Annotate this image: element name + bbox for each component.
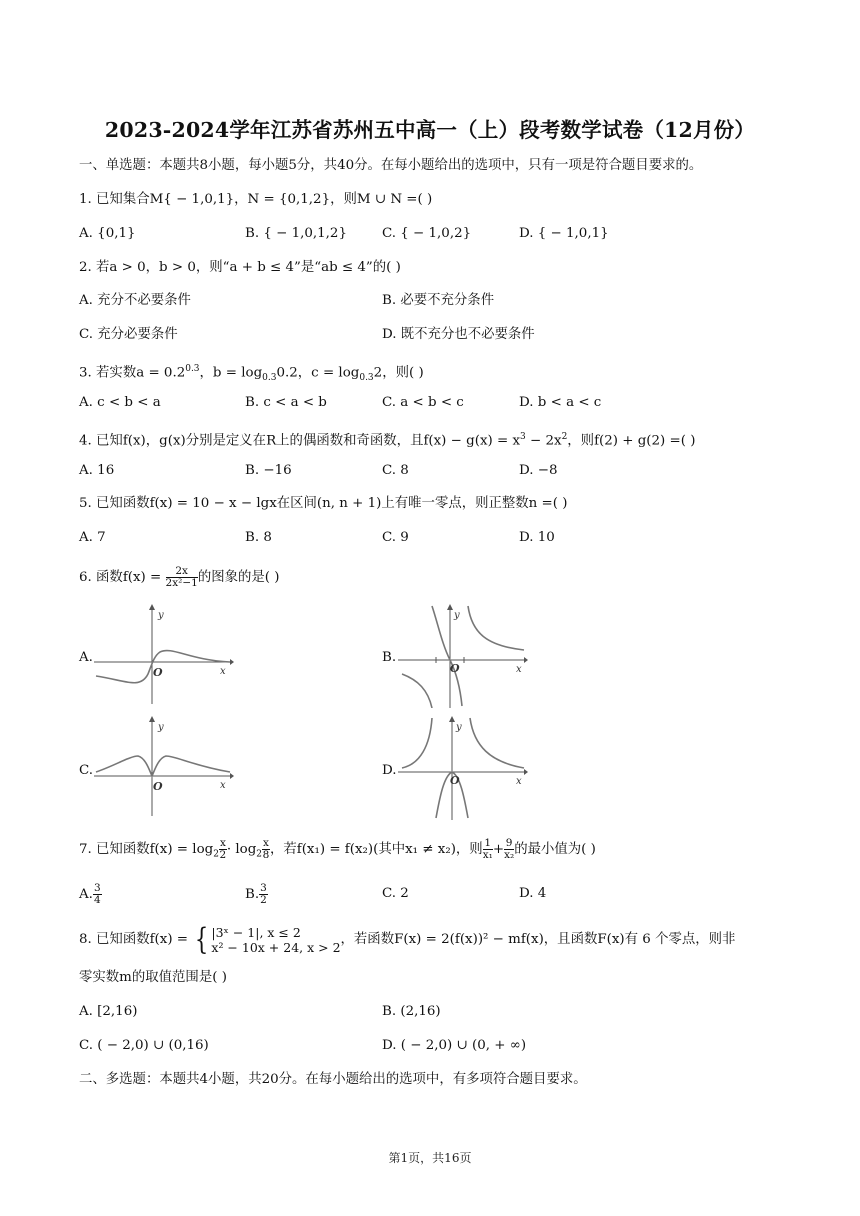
- svg-text:y: y: [454, 610, 460, 621]
- question-4-stem: 4. 已知f(x)，g(x)分别是定义在R上的偶函数和奇函数，且$f(x) - g(x) = x^3 - 2x^2$，则f(2) + g(2) =( ): [79, 432, 696, 449]
- q2-option-d[interactable]: D. 既不充分也不必要条件: [382, 327, 535, 342]
- q7-option-a[interactable]: A. $\frac{3}{4}$: [79, 882, 101, 906]
- q2-option-b[interactable]: B. 必要不充分条件: [382, 293, 495, 308]
- question-5-stem: 5. 已知函数f(x) = 10 − x − lgx在区间(n, n + 1)上有唯一零点，则正整数n =( ): [79, 496, 568, 511]
- svg-text:O: O: [153, 780, 163, 793]
- q6-option-c-label[interactable]: C.: [79, 763, 94, 778]
- q1-option-b[interactable]: B. { − 1,0,1,2}: [245, 226, 347, 241]
- q5-option-a[interactable]: A. 7: [79, 530, 106, 545]
- section-1-heading: 一、单选题：本题共8小题，每小题5分，共40分。在每小题给出的选项中，只有一项是符合题目要求的。: [79, 158, 703, 173]
- q1-option-d[interactable]: D. { − 1,0,1}: [519, 226, 609, 241]
- q4-option-c[interactable]: C. 8: [382, 463, 409, 478]
- q2-option-a[interactable]: A. 充分不必要条件: [79, 293, 191, 308]
- q6-fraction: $\frac{2x}{\text{2x²−1}}$: [165, 565, 198, 589]
- q3-option-a[interactable]: A. c < b < a: [79, 395, 161, 410]
- q2-option-c[interactable]: C. 充分必要条件: [79, 327, 178, 342]
- svg-text:x: x: [516, 664, 522, 675]
- q5-option-d[interactable]: D. 10: [519, 530, 555, 545]
- q6-option-a-label[interactable]: A.: [79, 650, 93, 665]
- page-title: 2023-2024学年江苏省苏州五中高一（上）段考数学试卷（12月份）: [104, 118, 756, 142]
- question-3-stem: 3. 若实数$a = 0.2^{0.3}$，$b = \log_{0.3}0.2$，$c = \log_{0.3}2$，则( ): [79, 364, 424, 384]
- q8-option-d[interactable]: D. ( − 2,0) ∪ (0, + ∞): [382, 1038, 527, 1053]
- svg-text:O: O: [450, 662, 460, 675]
- q8-option-a[interactable]: A. [2,16): [79, 1004, 138, 1019]
- section-2-heading: 二、多选题：本题共4小题，共20分。在每小题给出的选项中，有多项符合题目要求。: [79, 1072, 587, 1087]
- q5-option-b[interactable]: B. 8: [245, 530, 272, 545]
- svg-text:y: y: [158, 722, 164, 733]
- question-2-stem: 2. 若a > 0，b > 0，则“a + b ≤ 4”是“ab ≤ 4”的( ): [79, 260, 401, 275]
- q6-option-d-label[interactable]: D.: [382, 763, 397, 778]
- q1-option-a[interactable]: A. {0,1}: [79, 226, 136, 241]
- page-footer: 第1页，共16页: [388, 1151, 472, 1165]
- q6-graph-b[interactable]: [398, 604, 528, 708]
- q1-option-c[interactable]: C. { − 1,0,2}: [382, 226, 472, 241]
- svg-text:x: x: [220, 780, 226, 791]
- q6-option-b-label[interactable]: B.: [382, 650, 397, 665]
- q8-option-c[interactable]: C. ( − 2,0) ∪ (0,16): [79, 1038, 209, 1053]
- q4-option-a[interactable]: A. 16: [79, 463, 115, 478]
- q7-option-b[interactable]: B. $\frac{3}{2}$: [245, 882, 267, 906]
- question-1-stem: 1. 已知集合M{ − 1,0,1}，N = {0,1,2}，则M ∪ N =( ): [79, 192, 433, 207]
- q3-option-d[interactable]: D. b < a < c: [519, 395, 602, 410]
- origin-label: O: [153, 666, 163, 679]
- question-6-stem: 6. 函数f(x) = $\frac{2x}{\text{2x²−1}}$ 的图象的是( ): [79, 565, 280, 589]
- y-axis-label: y: [158, 610, 164, 621]
- q6-graph-c[interactable]: [94, 716, 234, 816]
- q7-option-c[interactable]: C. 2: [382, 886, 409, 901]
- q4-option-d[interactable]: D. −8: [519, 463, 558, 478]
- svg-text:x: x: [516, 776, 522, 787]
- question-8-stem-cont: 零实数m的取值范围是( ): [79, 970, 227, 985]
- q5-option-c[interactable]: C. 9: [382, 530, 409, 545]
- q3-option-c[interactable]: C. a < b < c: [382, 395, 464, 410]
- question-7-stem: 7. 已知函数$f(x) = \log_2$ $\frac{x}{2}$ · $\log_2$ $\frac{x}{8}$ ，若f(x₁) = f(x₂)(其中x₁ ≠ x₂)，则 $\frac{1}{\text{x₁}}$ + $\frac{9}{\text{x₂}}$ 的最小值为( ): [79, 837, 596, 861]
- svg-text:y: y: [456, 722, 462, 733]
- q4-option-b[interactable]: B. −16: [245, 463, 292, 478]
- q6-graph-a[interactable]: [94, 604, 234, 704]
- q7-option-d[interactable]: D. 4: [519, 886, 547, 901]
- q8-option-b[interactable]: B. (2,16): [382, 1004, 441, 1019]
- q6-graph-d[interactable]: [398, 716, 528, 820]
- svg-text:O: O: [450, 774, 460, 787]
- question-8-stem: 8. 已知函数f(x) = { |3ˣ − 1|, x ≤ 2 x² − 10x + 24, x > 2 ，若函数F(x) = 2(f(x))² − mf(x)，且函数F(x)有 6 个零点，则非: [79, 922, 736, 957]
- x-axis-label: x: [220, 666, 226, 677]
- q3-option-b[interactable]: B. c < a < b: [245, 395, 327, 410]
